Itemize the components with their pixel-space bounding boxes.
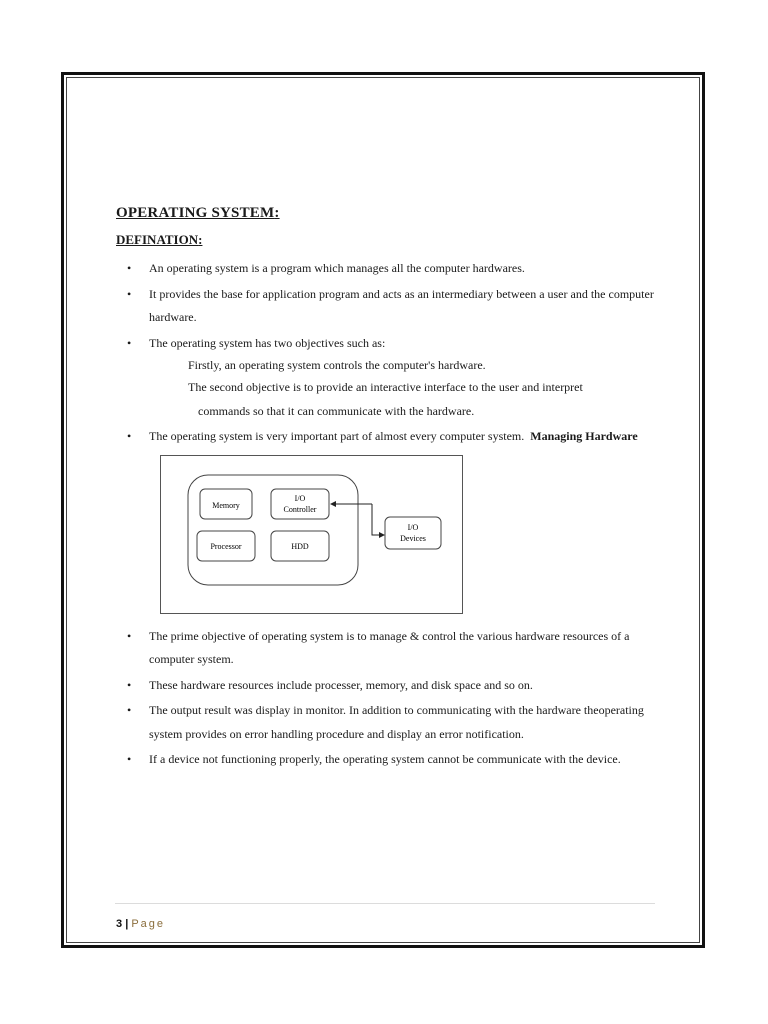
list-item: • An operating system is a program which manages all the computer hardwares. bbox=[116, 257, 661, 281]
footer-divider bbox=[115, 903, 655, 904]
bullet-icon: • bbox=[127, 286, 132, 301]
page-number: 3 bbox=[116, 918, 123, 930]
page-footer bbox=[116, 918, 165, 930]
objective-first: Firstly, an operating system controls the computer's hardware. bbox=[188, 358, 486, 372]
processor-label: Processor bbox=[210, 541, 242, 551]
list-item: • These hardware resources include processer, memory, and disk space and so on. bbox=[116, 674, 661, 698]
io-devices-label-1: I/O bbox=[407, 522, 419, 532]
page-label: Page bbox=[131, 918, 166, 930]
objective-second: The second objective is to provide an interactive interface to the user and interpret bbox=[188, 380, 583, 394]
list-item: • The operating system is very important part of almost every computer system. Managing Hardware bbox=[116, 425, 661, 449]
document-body bbox=[116, 205, 661, 774]
bullet-icon: • bbox=[127, 628, 132, 643]
bullet-icon: • bbox=[127, 335, 132, 350]
bullet-icon: • bbox=[127, 752, 132, 766]
io-devices-label-2: Devices bbox=[400, 533, 426, 543]
io-controller-label-2: Controller bbox=[283, 504, 317, 514]
section-heading: DEFINATION: bbox=[116, 232, 203, 247]
hdd-label: HDD bbox=[291, 541, 309, 551]
bullet-icon: • bbox=[127, 429, 132, 443]
bullet-list-bottom bbox=[116, 625, 661, 772]
bullet-icon: • bbox=[127, 703, 132, 717]
page-title: OPERATING SYSTEM: bbox=[116, 205, 280, 221]
managing-hardware-label: Managing Hardware bbox=[530, 429, 638, 443]
list-item: • The operating system has two objectives such as: bbox=[116, 332, 661, 356]
list-item: • The output result was display in monitor. In addition to communicating with the hardware theoperating system provides on error handling procedure and display an error notification. bbox=[116, 699, 661, 746]
objective-second-cont: commands so that it can communicate with the hardware. bbox=[198, 403, 475, 418]
io-devices-box bbox=[385, 517, 441, 549]
bullet-list-top bbox=[116, 257, 661, 355]
memory-label: Memory bbox=[212, 500, 240, 510]
list-item: • It provides the base for application program and acts as an intermediary between a user and the computer hardware. bbox=[116, 283, 661, 330]
bullet-icon: • bbox=[127, 677, 132, 692]
bullet-list-important bbox=[116, 425, 661, 449]
diagram-svg bbox=[160, 455, 463, 615]
bullet-icon: • bbox=[127, 261, 132, 275]
list-item: • The prime objective of operating system is to manage & control the various hardware resources of a computer system. bbox=[116, 625, 661, 672]
io-controller-label-1: I/O bbox=[294, 493, 306, 503]
list-item: • If a device not functioning properly, the operating system cannot be communicate with the device. bbox=[116, 748, 661, 772]
footer-separator: | bbox=[125, 918, 129, 930]
hardware-diagram bbox=[160, 455, 463, 615]
